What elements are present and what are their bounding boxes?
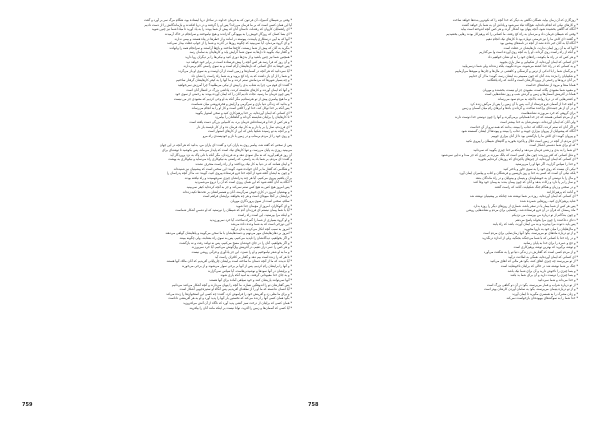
text-line: * بلکه نیکی آن است که کسی به خدا و روز بازپسین و فرشتگان و کتاب و پیامبران ایمان آورد: [459, 171, 578, 176]
text-line: * همان کسی که برایتان از درخت سبز آتشی پدید آورد که ناگاه از آن آتش می‌افروزید: [183, 301, 292, 306]
text-line: * و برای ما مثلی زد و آفرینش خود را فراموش کرد، گفت: چه کسی این استخوان‌ها را زنده می‌کند: [166, 291, 292, 296]
text-line: * و بی‌گمان شما را با اندکی از ترس و گرسنگی و کاهشی در مال‌ها و جان‌ها و میوه‌ها می‌آزماییم: [455, 69, 578, 74]
text-line: * و هر کس از خدا و فرستاده‌اش فرمان برد، به کامیابی بزرگی دست یافته است: [189, 120, 292, 125]
text-line: * ای کسانی که ایمان آورده‌اید، همگی به اطاعت درآیید: [508, 254, 578, 259]
text-line: * و اینان همانند که در دنیا به کار نیک پرداختند و از راه راست منحرف نشدند: [195, 161, 292, 166]
text-line: * و آنکه از راه راست روی گرداند، او را به آنچه روی آورده است وا می‌گذاریم: [479, 50, 578, 55]
text-line: * و اینکه مرا بپرستید، این است راه راست: [237, 212, 292, 217]
text-line: * جنگ بر شما نوشته شد در حالی که برایتان ناخوشایند است: [500, 263, 578, 268]
text-line: پس از سخنی که گفته شد، پیامبر روی به یاران کرد و گفت: ای یاران من، بدانید که هر آنچه در این جهان: [159, 143, 292, 148]
text-line: * از تو می‌پرسند چه چیزی انفاق کنند، بگو: هر مالی که انفاق می‌کنید: [490, 259, 578, 264]
text-line: * و گفتار نیک بگویید تا دل‌ها به سوی شما گرایش یابد و کارهایتان به سامان رسد: [189, 50, 292, 55]
text-line: * و توشه برگیرید که بهترین توشه پرهیزکاری است: [513, 245, 578, 250]
text-line: * ای بسا کسان که روزگارِ خویش را به بیهودگی گذراندند و هیچ نیاموختند و سرانجام در خاک آرمیدند: [164, 31, 292, 36]
text-line: * و از تو درباره ماه‌های نو می‌پرسند، بگو: آنها زمان‌نمایی برای مردم است: [483, 231, 578, 236]
text-line: * و آنچه خدا از آسمان فرو فرستاد از آب، پس با آن زمین را پس از مرگش زنده کرد: [470, 101, 578, 106]
text-line: * ای راهنمایان کاروان که رفته‌اند، داستانِ آنان که پیش از شما بودند را به یاد آورید تا مبادا شما نیز چنین شوید: [151, 27, 292, 32]
left-page: [22, 18, 292, 408]
text-line: * و خدا را سپاس گزارید، اگر تنها او را می‌پرستید: [515, 161, 578, 166]
text-line: * و پیروان گویند: ای کاش ما را بازگشتی بود تا از آنان بیزاری جوییم: [491, 134, 578, 139]
text-line: * تا هر که را زنده است بیم دهد و گفتار بر کافران راست آید: [214, 254, 292, 259]
text-line: * و کارهای نیکی که انجام داده‌اید، هیچ‌گاه تباه نمی‌شود و پاداش آن به شما باز خواهد گشت: [461, 22, 578, 27]
text-line: * دعای دعاکننده را چون مرا بخواند پاسخ می‌دهم: [515, 217, 578, 222]
text-line: * و مال را با دوستی آن به خویشاوندان و یتیمان و بینوایان و در راه ماندگان بدهد: [475, 175, 578, 180]
text-line: * ای کسانی که ایمان آورده‌اید، بر خدا پرهیزکاری کنید و سخنِ استوار بگویید: [195, 110, 292, 115]
text-line: * ولی آنان که ایمان آورده‌اند، دوستی‌شان به خدا بیشتر است: [500, 120, 578, 125]
text-line: * روزگاری که آن زمان بیاید، همگان نگاهی به دیگر که خدا آنچه را که نکوترین بنده‌ها خواهد ساخت: [452, 18, 578, 22]
text-line: * ای مردم، از آنچه در زمین است حلال و پاکیزه بخورید و گام‌های شیطان را پیروی نکنید: [465, 138, 578, 143]
text-line: * آیا نمی‌دانید که هر آنچه در آسمان‌ها و زمین است از آنِ اوست و به سوی او باز می‌گردد: [178, 69, 292, 74]
text-line: بر آن یافتیم پیروی می‌کنیم. آیا هر چند پدرانشان چیزی نمی‌فهمیدند و راه نیافته بودند: [184, 175, 292, 180]
text-line: * و بر آنچه به تو رسیده شکیبا باش که این از کارهای استوار است: [208, 129, 292, 134]
text-line: * آنگاه که پیشوایان از پیروان بیزاری جویند و عذاب را ببینند و پیوندها از ایشان گسسته شود: [461, 129, 578, 134]
text-line: * و بدانید که زندگی دنیا بازی و سرگرمی و آرایش و فخرفروشی میان شماست: [191, 101, 292, 106]
text-line: * آیا با شما پیمان نبستم ای فرزندان آدم که شیطان را نپرستید که او دشمنِ آشکار شماست: [175, 208, 292, 213]
text-line: * پس آنکه بر خدا توکل کند، خدا او را کافی است و کار او را به انجام می‌رساند: [191, 106, 292, 111]
text-line: * این دوزخی است که به شما وعده داده می‌شد: [230, 222, 292, 227]
text-line: * ای کسانی که ایمان آورده‌اید، روزه بر شما نوشته شد چنانکه بر پیشینیان نوشته شد: [469, 194, 578, 199]
text-line: * همانا صفا و مروه از نشانه‌های خداست: [525, 82, 578, 87]
text-line: * و از مردم کسانی هستند که جز خدا همتایانی برمی‌گیرند و آنها را چون دوستی خدا دوست دارند: [454, 115, 578, 120]
text-line: * و ما هیچ پیامبری پیش از تو نفرستادیم مگر آنکه به او وحی کردیم که معبودی جز من نیست: [173, 96, 292, 101]
text-line: * و گفتند: ای کاش ما را نیز فرصتی دوباره بود تا کارهای نیک انجام دهیم: [485, 36, 578, 41]
text-line: * و زنان مشرک را به همسری مگیرید تا ایمان آورند: [512, 291, 578, 296]
text-line: * و از تو درباره یتیمان می‌پرسند، بگو: به سامان آوردن کارشان بهتر است: [484, 287, 578, 292]
text-line: * پس خوشا به حالِ کسانی که دل‌هایشان آرام است و به سوی راستی گام برمی‌دارند: [183, 64, 292, 69]
text-line: * بگو: همان کسی آنها را زنده می‌کند که نخستین بار آنها را پدید آورد و او به هر آفرینشی داناست: [168, 296, 292, 301]
text-line: * تا کارهایتان را برایتان شایسته گرداند و گناهانتان را بیامرزد: [215, 115, 292, 120]
text-line: آن روز فراهم آورید که نه مال سودی دهد و نه فرزندان، مگر آنکه با دلی پاک به نزد پروردگار آید: [170, 152, 292, 157]
text-line: * برایشان در آنجا میوه‌ای است و هر چه بخواهند برایشان فراهم است: [202, 194, 292, 199]
text-line: * امروز بر دهان‌هایشان مهر می‌نهیم و دست‌هایشان با ما سخن می‌گویند و پاهایشان گواهی می‌دهند: [165, 231, 292, 236]
text-line: * آنها که به آن روز ایمان ندارند، دل‌هایشان در غفلت است: [503, 45, 578, 50]
text-line: * و آنها را برایشان رام کردیم، پس از آنها بر برخی سوار می‌شوند و از برخی می‌خورند: [181, 263, 292, 268]
text-line: * و مَثَلِ کسانی که کفر ورزیدند چون مثل کسی است که بانگ می‌زند بر چیزی که جز صدا و ندایی نمی‌شنود: [441, 152, 578, 157]
text-line: * همانا در آفرینش آسمان‌ها و زمین و گردش شب و روز نشانه‌هایی است: [484, 92, 578, 97]
text-line: * و کشتی‌هایی که در دریا روانند با آنچه به مردم سود می‌رساند: [497, 96, 578, 101]
text-line: * گفت: ای قوم من، چرا به شتاب بدی را پیش از نیکی می‌طلبید؟ چرا آمرزش نمی‌خواهید: [177, 82, 292, 87]
text-line: * بنگرید به آنان که پیش از شما زیستند، کاخ‌ها ساختند و باغ‌ها آراستند و سرانجام همه را وانهادند: [169, 45, 292, 50]
text-line: * وقتی که شیطان فرمان داد و مردمان به راه کج رفتند، ما کسانی را که پرهیزکار بودند رهایی بخشیدیم: [446, 31, 578, 36]
text-line: * آنها که به آیین درستکاری پایبندند، پیوسته در امانند و از خطرها در پناه هستند و بیمی ندارند: [174, 36, 292, 41]
text-line: * همچنین شما نیز چنین باشید و از بدی‌ها دوری کنید و نیکی‌ها را بر دیگران روا دارید: [185, 55, 292, 60]
text-line: * و اگر آنان که ستم کردند، آنگاه که عذاب را ببینند، بدانند که همه نیرو از آنِ خداست: [470, 124, 578, 129]
text-line: * سلام، سخنی است از سوی پروردگاری مهربان: [230, 198, 292, 203]
text-line: * پس چون فرمان ما رسید، نجات دادیم آنان را که ایمان آورده بودند به رحمتی از سوی خود: [175, 92, 292, 97]
text-line: * و معبود شما معبودی یگانه است، معبودی جز او نیست، بخشنده و مهربان: [482, 87, 578, 92]
text-line: * پس گفتارشان تو را اندوهگین نسازد، ما آنچه را پنهان می‌دارند و آنچه آشکار می‌کنند می‌دانیم: [171, 282, 292, 287]
text-line: * و آنها که ایمان آوردند و کارهای شایسته کردند، پاداشی بزرگ در انتظار آنان است: [186, 87, 292, 92]
text-line: * و هر کس که در راه ما بکوشد، راه‌های خود را به او نشان خواهیم داد: [487, 55, 578, 60]
text-line: * و حج و عمره را برای خدا به پایان رسانید: [523, 240, 578, 245]
left-page-text: [22, 18, 292, 399]
text-line: * پس هر کس از شما بیمار یا در سفر باشد، شماری از روزهای دیگر را روزه بدارد: [473, 203, 578, 208]
text-line: * و هر کس را عمر دراز دهیم، در آفرینش واژگونش می‌کنیم، آیا خرد نمی‌ورزند: [191, 245, 292, 250]
text-line: * امروز به سبب آنچه انکار می‌کردید بدان درآیید: [231, 226, 292, 231]
text-line: * آنگاه که آگاهی بخشیده شود، آنچه پنهان بود آشکار گردد و هر کس آنچه اندوخته است بیابد: [460, 27, 578, 32]
text-line: * و بسا چیزی را دوست دارید و آن برای شما بد باشد: [510, 273, 578, 278]
text-line: * و اگر بخواهیم، آنان را در جای خودشان مسخ می‌کنیم، پس نه توانند رفت و نه بازگشت: [179, 240, 292, 245]
text-line: * و چون به ایشان گفته شود از آنچه خدا فرو فرستاده پیروی کنید، گویند: نه، ما از آنچه پدرانمان را: [166, 171, 292, 176]
text-line: * ای فرزندم، نماز را بر پا دار و به کار نیک فرمان ده و از کار ناپسند باز دار: [196, 124, 292, 129]
text-line: آیا این همان کسی است که بر ما فرمان می‌راند؟ پس او را گرفتند و در دریا افکندند و بازماندگانش را از دست دادیم: [144, 22, 292, 27]
text-line: * آنگاه به آنان گفته شود که این همان روزی است که آن را دروغ می‌شمردید: [194, 180, 292, 185]
text-line: * و به جای خدا معبودانی گرفتند، به امید آنکه یاری شوند: [220, 273, 292, 278]
text-line: * و خدا می‌داند و شما نمی‌دانید: [538, 277, 578, 282]
text-line: می‌بینید روزی به پایان می‌رسد، و تنها کارهای نیک است که پایدار می‌ماند. پس بکوشید تا توشه‌ای برای: [162, 147, 292, 152]
text-line: * و بسا چیزی را ناخوش دارید و آن برای شما نیک باشد: [507, 268, 578, 273]
text-line: * آنها نمی‌توانند یاریشان کنند و خود سپاهی آماده برای آنها هستند: [209, 277, 292, 282]
text-line: * و آنانند که پرهیزکارانند: [546, 189, 578, 194]
text-line: * آیا ندیدند که ما از آنچه دستان ما ساخته است برایشان چارپایانی آفریدیم که آنان مالک آنها هستند: [166, 259, 292, 264]
right-page-number: 758: [308, 402, 319, 408]
text-line: * و مال‌هایتان را میان خود به ناروا مخورید: [524, 226, 578, 231]
text-line: * نیکی آن نیست که روی خود را به سوی خاور و باختر کنید: [503, 166, 578, 171]
text-line: * و او گروه بسیاری از شما را گمراه ساخت، آیا خرد نمی‌ورزیدید: [209, 217, 292, 222]
text-line: * او شما را به بدی و زشتی فرمان می‌دهد و اینکه بر خدا چیزی بگویید که نمی‌دانید: [473, 147, 578, 152]
text-line: * که او برای شما دشمنی آشکار است: [529, 143, 578, 148]
text-line: * از تو درباره شراب و قمار می‌پرسند، بگو: در آن دو گناهی بزرگ است: [486, 282, 578, 287]
text-line: * آیا انسان ندانسته که ما او را از نطفه‌ای آفریدیم، پس آنگاه او ستیزه‌جویی آشکار است: [179, 287, 292, 292]
text-line: * ای کسانی که ایمان آورده‌اید، از شکیبایی و نماز یاری بجویید: [499, 59, 578, 64]
text-line: * و در راه خدا با کسانی که با شما می‌جنگند بجنگید، ولی از اندازه درنگذرید: [482, 236, 578, 241]
text-line: * و چه بسیار شهرها که مردمانش ستم کردند و ما آنها را به کیفرِ کارهایشان گرفتار ساختیم: [176, 78, 292, 83]
text-line: * ای کسانی که ایمان آورده‌اید، از چیزهای پاکیزه‌ای که روزیتان کرده‌ایم بخورید: [477, 157, 578, 162]
text-line: * شاید پرهیزکاری کنید، روزهایی شمرده شده: [519, 198, 578, 203]
text-line: * و شما را از آن باز داشت که به راه کج بروید و به شما راه راست را نشان داد: [191, 73, 292, 78]
text-line: * ماه رمضان که قرآن در آن فرو فرستاده شد، راهنمایی برای مردم و نشانه‌هایی روشن: [466, 208, 578, 213]
text-line: * وقتی بر شیطانِ آدمیزاد، آن فرعون که به فرمان خداوند در ساحلِ دریا ایستاده بود، هنگام مرگ سر بر آورد و گفت: [144, 18, 292, 22]
text-line: * پس امروز هیچ کس به هیچ کس ستم نمی‌کند و جز به آنچه کرده‌اید کیفر نمی‌بینید: [186, 185, 292, 190]
text-line: * برای گروهی که خرد می‌ورزند نشانه‌هاست: [521, 110, 578, 115]
text-line: * و نماز را بر پا دارد و زکات بدهد و آنان که چون پیمان بندند به پیمان خود وفا کنند: [473, 180, 578, 185]
text-line: * پس باید دعوت مرا بپذیرند و به من ایمان آورند، باشد که راه یابند: [492, 222, 578, 227]
text-line: * خدا شما را به سوگندهای بیهوده‌تان بازخواست نمی‌کند: [506, 296, 578, 301]
text-line: * و آن روز که فرا رسد هر کس آنچه را پیش فرستاده است در برابر خود خواهد دید: [186, 59, 292, 64]
text-line: * و ای گنهکاران، امروز از مؤمنان جدا شوید: [236, 203, 292, 208]
text-line: * و ما به او شعر نیاموختیم و او را نسزد، این جز یادآوری و قرآنی روشن نیست: [191, 250, 292, 255]
text-line: * آیا کسی که آسمان‌ها و زمین را آفرید، توانا نیست بر اینکه مانند آنان را بیافریند: [189, 305, 292, 310]
text-line: * و چون بندگانم از تو درباره من بپرسند، من نزدیکم: [511, 212, 578, 217]
text-line: * و در سختی و زیان و هنگام جنگ شکیبایند، آنانند که راست گفتند: [494, 185, 578, 190]
text-line: * و ای گروه مردمان، آیا نمی‌بینید که چگونه روزها در گذرند و شما را از خوابِ غفلت بیدار نمی‌کنند: [167, 41, 292, 46]
text-line: * و شکیبایان را مژده بده، آنان که چون مصیبتی به ایشان رسد، گویند: ما از آنِ خداییم: [468, 73, 578, 78]
right-page: [308, 18, 578, 408]
text-line: * و هنگامی که گفتار ما بر آنان خوانده شود، گویند: این سخنی است که پیشینیان نیز شنیده‌اند: [173, 166, 292, 171]
text-line: * و به کسانی که در راه خدا کشته می‌شوند، مرده نگویید، بلکه زنده‌اند ولی شما درنمی‌یابید: [462, 64, 578, 69]
text-line: * و در آن از هر جنبنده‌ای پراکنده ساخت، و گرداندن بادها و ابرهای رام میان آسمان و زمین: [461, 106, 578, 111]
text-line: * و روی خود را از مردم برمتاب و در زمین با ناز و خودپسندی راه مرو: [202, 134, 292, 139]
text-line: * آنگاه آیا به آنان خبر داده نشد از آنچه در نامه‌های پیشین بود: [500, 41, 578, 46]
text-line: و گفت: ای مردم، بر شما باد به راستی، که راستی به نیکوکاری راه می‌نماید و نیکوکاری به بهشت: [168, 157, 292, 162]
text-line: * و برایشان در آنها سودها و نوشیدنی‌هاست، آیا سپاس نمی‌گزارند: [207, 268, 292, 273]
text-line: * و بهشتیان امروز در کاری خوش سرگرمند، آنان و همسرانشان بر تخت‌ها تکیه زده‌اند: [182, 189, 292, 194]
text-line: * و اگر بخواهیم، دیدگانشان را ناپدید می‌کنیم، پس به سوی راه بشتابند، ولی چگونه ببینند: [179, 236, 292, 241]
left-page-number: 759: [22, 402, 33, 408]
right-page-text: [308, 18, 578, 399]
text-line: * بر آنان درودها و رحمتی از پروردگارشان است و آنانند که راه یافتگانند: [487, 78, 578, 83]
text-line: * و از مردم کسی است که گفتارش در زندگی دنیا تو را به شگفت می‌آورد: [483, 250, 578, 255]
